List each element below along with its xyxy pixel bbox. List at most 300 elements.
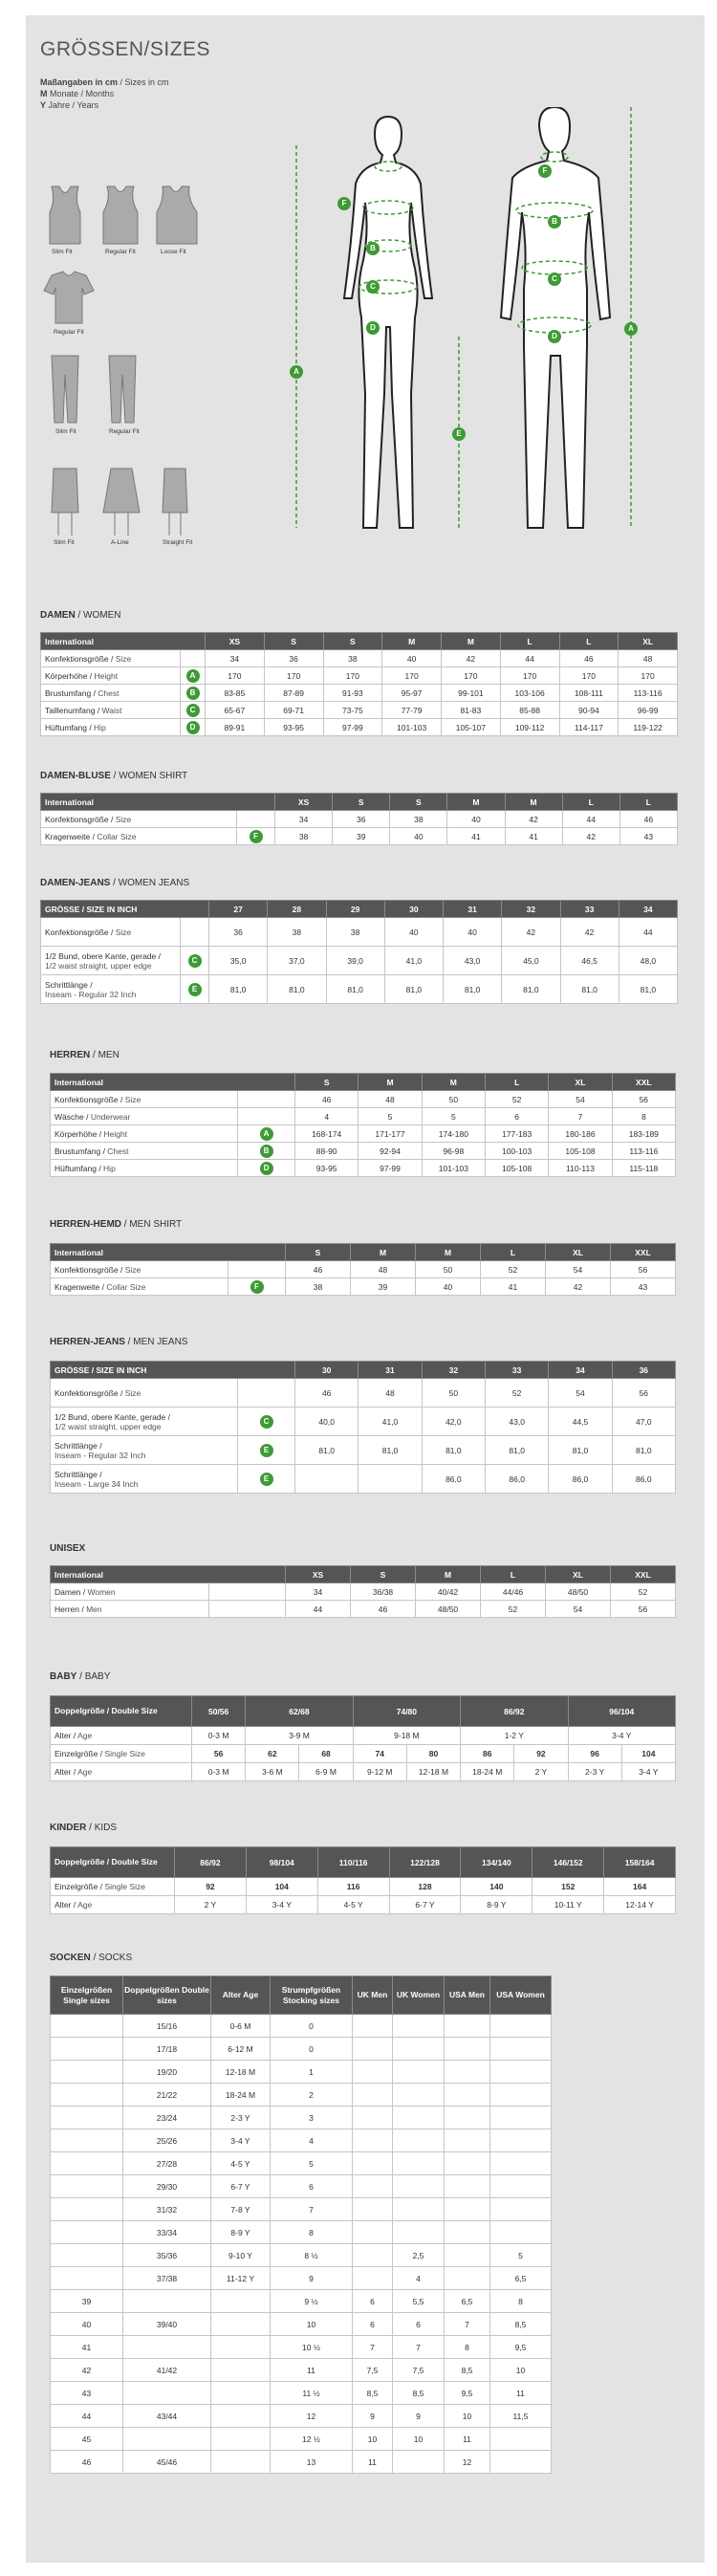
table-cell: 8	[445, 2336, 490, 2359]
table-cell: 38	[323, 650, 382, 667]
table-cell	[123, 2428, 211, 2451]
table-cell: 11	[445, 2428, 490, 2451]
table-cell: 81,0	[326, 975, 384, 1004]
badge-cell	[181, 947, 209, 975]
measure-badge: F	[250, 830, 263, 843]
table-cell: 83-85	[206, 685, 265, 702]
row-label: Schrittlänge / Inseam - Regular 32 Inch	[51, 1436, 238, 1465]
row-label: Konfektionsgröße / Size	[41, 650, 181, 667]
table-herren-hemd: International S M M L XL XXL Konfektionsgröße / Size 46 48 50 52 54 56 Kragenweite / Collar Size F 38 39 40 41 42 43	[50, 1243, 676, 1296]
table-cell: 97-99	[358, 1160, 422, 1177]
row-label: Hüftumfang / Hip	[51, 1160, 238, 1177]
table-cell: 11,5	[490, 2405, 552, 2428]
section-title-herren: HERREN / MEN	[50, 1050, 120, 1060]
table-cell: 81,0	[268, 975, 326, 1004]
table-cell: 37/38	[123, 2267, 211, 2290]
table-cell: 44,5	[549, 1408, 612, 1436]
table-cell	[490, 2451, 552, 2474]
table-cell	[51, 2221, 123, 2244]
table-cell: 180-186	[549, 1125, 612, 1143]
table-cell: 38	[286, 1278, 351, 1296]
table-cell	[211, 2359, 271, 2382]
table-cell	[51, 2152, 123, 2175]
table-cell: 52	[486, 1379, 549, 1408]
badge-d-man: D	[548, 330, 561, 343]
table-cell	[123, 2290, 211, 2313]
table-cell: 56	[611, 1601, 676, 1618]
table-cell: 4-5 Y	[211, 2152, 271, 2175]
table-cell: 8 ½	[271, 2244, 353, 2267]
table-cell	[490, 2061, 552, 2084]
table-cell	[211, 2382, 271, 2405]
badge-cell	[181, 918, 209, 947]
table-cell	[51, 2129, 123, 2152]
table-cell: 45/46	[123, 2451, 211, 2474]
table-cell	[353, 2129, 393, 2152]
table-cell: 35/36	[123, 2244, 211, 2267]
table-cell: 56	[612, 1379, 675, 1408]
section-title-damen-jeans: DAMEN-JEANS / WOMEN JEANS	[40, 878, 190, 888]
table-cell: 38	[275, 828, 333, 845]
table-cell: 11-12 Y	[211, 2267, 271, 2290]
table-cell: 39/40	[123, 2313, 211, 2336]
section-title-herren-hemd: HERREN-HEMD / MEN SHIRT	[50, 1219, 183, 1230]
table-cell	[445, 2038, 490, 2061]
table-row	[51, 1160, 676, 1177]
table-cell: 171-177	[358, 1125, 422, 1143]
table-cell: 0	[271, 2038, 353, 2061]
table-cell: 42	[562, 828, 619, 845]
section-title-kinder: KINDER / KIDS	[50, 1823, 118, 1833]
table-cell: 81,0	[295, 1436, 358, 1465]
table-cell: 42	[502, 918, 560, 947]
table-cell: 8,5	[393, 2382, 445, 2405]
table-cell: 42	[505, 811, 562, 828]
table-cell: 77-79	[382, 702, 442, 719]
table-row	[51, 1278, 676, 1296]
table-cell	[490, 2198, 552, 2221]
table-cell: 7	[393, 2336, 445, 2359]
table-cell: 93-95	[295, 1160, 358, 1177]
table-cell: 81,0	[422, 1436, 485, 1465]
table-row	[51, 1408, 676, 1436]
table-cell: 8,5	[353, 2382, 393, 2405]
table-cell: 9-10 Y	[211, 2244, 271, 2267]
table-cell	[490, 2428, 552, 2451]
table-cell: 65-67	[206, 702, 265, 719]
table-cell: 168-174	[295, 1125, 358, 1143]
table-cell	[445, 2107, 490, 2129]
table-damen: International XS S S M M L L XL Konfektionsgröße / Size 34 36 38 40 42 44 46 48 Körperhöhe / Height A 170 170 170 170 170 170 170 170 Brustumfang / Chest B 83-85 87-89 91-93 95-97 99-101 103-106 108-111 113-116 Taillenumfang / Waist C 65-67 69-71 73-75 77-79 81-83 85-88 90-94 96-99 Hüftumfang / Hip D 89-91 93-95 97-99 101-103 105-107 109-112 114-117 119-122	[40, 632, 678, 736]
table-row	[51, 1601, 676, 1618]
table-cell: 113-116	[612, 1143, 675, 1160]
section-title-damen: DAMEN / WOMEN	[40, 610, 121, 621]
table-row	[41, 685, 678, 702]
table-cell: 12-18 M	[211, 2061, 271, 2084]
measure-badge: B	[186, 687, 200, 700]
table-cell	[490, 2152, 552, 2175]
table-cell	[393, 2107, 445, 2129]
table-cell	[445, 2244, 490, 2267]
row-label: Brustumfang / Chest	[51, 1143, 238, 1160]
table-cell	[353, 2152, 393, 2175]
table-row	[51, 2015, 552, 2038]
badge-cell	[238, 1108, 295, 1125]
table-cell: 91-93	[323, 685, 382, 702]
measure-badge: D	[260, 1162, 273, 1175]
measure-badge: E	[260, 1444, 273, 1457]
table-cell	[393, 2451, 445, 2474]
table-cell: 48	[351, 1261, 416, 1278]
table-row	[41, 811, 678, 828]
garment-fit-labels: Slim Fit Regular Fit Loose Fit Regular Fit Slim Fit Regular Fit Slim Fit A-Line Straight Fit	[52, 249, 193, 546]
measure-badge: D	[186, 721, 200, 734]
table-cell: 6	[486, 1108, 549, 1125]
measure-badge: C	[188, 954, 202, 968]
table-cell: 43/44	[123, 2405, 211, 2428]
table-cell: 34	[275, 811, 333, 828]
table-row	[41, 650, 678, 667]
table-row	[51, 2290, 552, 2313]
table-cell: 90-94	[559, 702, 619, 719]
table-cell: 81,0	[384, 975, 443, 1004]
table-cell: 170	[264, 667, 323, 685]
table-row	[51, 2061, 552, 2084]
table-cell: 9,5	[445, 2382, 490, 2405]
table-cell	[353, 2267, 393, 2290]
table-cell: 170	[500, 667, 559, 685]
table-cell: 170	[206, 667, 265, 685]
row-label: Schrittlänge / Inseam - Regular 32 Inch	[41, 975, 181, 1004]
table-cell: 44	[286, 1601, 351, 1618]
badge-cell	[238, 1465, 295, 1494]
table-cell: 41	[51, 2336, 123, 2359]
row-label: Wäsche / Underwear	[51, 1108, 238, 1125]
table-cell	[51, 2175, 123, 2198]
table-cell: 3-4 Y	[211, 2129, 271, 2152]
table-cell: 41	[447, 828, 505, 845]
table-cell: 39	[51, 2290, 123, 2313]
table-cell: 34	[206, 650, 265, 667]
badge-cell	[238, 1379, 295, 1408]
table-row	[41, 667, 678, 685]
page-title: GRÖSSEN/SIZES	[40, 38, 211, 60]
table-cell: 170	[382, 667, 442, 685]
row-label: Damen / Women	[51, 1583, 209, 1601]
table-cell	[353, 2244, 393, 2267]
table-cell: 96-98	[422, 1143, 485, 1160]
section-title-baby: BABY / BABY	[50, 1671, 111, 1682]
table-cell: 36	[209, 918, 268, 947]
row-label: Hüftumfang / Hip	[41, 719, 181, 736]
table-cell	[123, 2336, 211, 2359]
table-cell	[445, 2175, 490, 2198]
table-cell: 1	[271, 2061, 353, 2084]
table-cell	[353, 2015, 393, 2038]
table-cell: 2	[271, 2084, 353, 2107]
table-cell: 9	[353, 2405, 393, 2428]
table-baby: Doppelgröße / Double Size 50/56 62/68 74/80 86/92 96/104 Alter / Age 0-3 M 3-9 M 9-18 M 1-2 Y 3-4 Y Einzelgröße / Single Size 56 62 68 74 80 86 92 96 104 Alter / Age 0-3 M 3-6 M 6-9 M 9-12 M 12-18 M 18-24 M 2 Y 2-3 Y 3-4 Y	[50, 1695, 676, 1781]
table-cell: 54	[546, 1261, 611, 1278]
table-cell: 9 ½	[271, 2290, 353, 2313]
table-socken: Einzelgrößen Single sizes Doppelgrößen Double sizes Alter Age Strumpfgrößen Stocking sizes UK Men UK Women USA Men USA Women 15/16 0-6 M 0 17/18 6-12 M 0 19/20 12-18 M 1 21/22 18-24 M 2 23/24 2-3 Y 3 25/26 3-4 Y 4 27/28 4-5 Y 5 29/30 6-7 Y 6 31/32 7-8 Y 7 33/34 8-9 Y 8 35/36 9-10 Y 8 ½ 2,5 5 37/38 11-12 Y 9 4 6,5 39 9 ½ 6 5,5 6,5 8 40 39/40 10 6 6 7 8,5 41 10 ½ 7 7 8 9,5 42 41/42 11 7,5 7,5 8,5 10 43 11 ½ 8,5 8,5 9,5 11 44 43/44 12 9 9 10 11,5 45 12 ½ 10 10 11 46 45/46 13 11 12	[50, 1976, 552, 2474]
table-cell: 81,0	[612, 1436, 675, 1465]
table-cell: 46	[559, 650, 619, 667]
table-cell: 27/28	[123, 2152, 211, 2175]
table-cell: 44	[562, 811, 619, 828]
table-cell	[295, 1465, 358, 1494]
table-row: Einzelgröße / Single Size 56 62 68 74 80 86 92 96 104	[51, 1745, 676, 1763]
table-cell: 56	[612, 1091, 675, 1108]
badge-cell	[237, 828, 275, 845]
table-cell: 40	[416, 1278, 481, 1296]
table-cell: 69-71	[264, 702, 323, 719]
table-cell: 86,0	[612, 1465, 675, 1494]
badge-cell	[238, 1160, 295, 1177]
table-row	[51, 1125, 676, 1143]
table-row: Alter / Age 0-3 M 3-6 M 6-9 M 9-12 M 12-18 M 18-24 M 2 Y 2-3 Y 3-4 Y	[51, 1763, 676, 1781]
table-cell: 10	[353, 2428, 393, 2451]
table-cell	[211, 2451, 271, 2474]
table-cell: 46,5	[560, 947, 619, 975]
table-cell: 88-90	[295, 1143, 358, 1160]
table-cell: 81,0	[358, 1436, 422, 1465]
measure-badge: A	[260, 1127, 273, 1141]
table-cell: 54	[549, 1091, 612, 1108]
table-cell: 44	[51, 2405, 123, 2428]
badge-b-man: B	[548, 215, 561, 229]
table-cell: 54	[549, 1379, 612, 1408]
table-cell: 18-24 M	[211, 2084, 271, 2107]
table-cell: 170	[442, 667, 501, 685]
table-cell: 15/16	[123, 2015, 211, 2038]
table-cell: 11	[353, 2451, 393, 2474]
table-cell: 7,5	[393, 2359, 445, 2382]
badge-cell	[181, 650, 206, 667]
table-cell: 8	[612, 1108, 675, 1125]
table-cell: 45,0	[502, 947, 560, 975]
table-cell: 39	[333, 828, 390, 845]
table-cell: 10 ½	[271, 2336, 353, 2359]
table-cell: 0-6 M	[211, 2015, 271, 2038]
table-cell	[393, 2015, 445, 2038]
table-cell	[353, 2061, 393, 2084]
badge-cell	[181, 702, 206, 719]
table-cell: 38	[268, 918, 326, 947]
table-cell: 52	[611, 1583, 676, 1601]
table-cell: 48,0	[619, 947, 677, 975]
table-cell	[393, 2038, 445, 2061]
table-cell: 92-94	[358, 1143, 422, 1160]
table-cell: 50	[422, 1091, 485, 1108]
table-row	[51, 1436, 676, 1465]
table-cell: 13	[271, 2451, 353, 2474]
table-row	[51, 1143, 676, 1160]
table-cell: 97-99	[323, 719, 382, 736]
table-cell	[51, 2061, 123, 2084]
table-cell: 7	[445, 2313, 490, 2336]
table-cell: 5	[358, 1108, 422, 1125]
table-cell: 105-108	[549, 1143, 612, 1160]
table-cell	[445, 2152, 490, 2175]
table-cell	[393, 2198, 445, 2221]
table-cell: 170	[323, 667, 382, 685]
table-cell: 21/22	[123, 2084, 211, 2107]
table-cell: 81,0	[444, 975, 502, 1004]
table-cell: 5	[490, 2244, 552, 2267]
table-cell	[51, 2267, 123, 2290]
table-cell: 105-107	[442, 719, 501, 736]
table-cell: 48/50	[416, 1601, 481, 1618]
table-cell: 115-118	[612, 1160, 675, 1177]
section-title-socken: SOCKEN / SOCKS	[50, 1953, 133, 1963]
table-cell: 101-103	[422, 1160, 485, 1177]
table-cell: 46	[51, 2451, 123, 2474]
table-cell: 6,5	[490, 2267, 552, 2290]
table-cell: 0	[271, 2015, 353, 2038]
badge-c-man: C	[548, 273, 561, 286]
badge-f-woman: F	[337, 197, 351, 210]
badge-cell	[181, 667, 206, 685]
table-cell: 89-91	[206, 719, 265, 736]
badge-cell	[228, 1261, 286, 1278]
table-cell: 113-116	[619, 685, 678, 702]
table-cell: 81,0	[549, 1436, 612, 1465]
badge-c-woman: C	[366, 280, 380, 294]
table-cell: 93-95	[264, 719, 323, 736]
measurement-badges	[268, 107, 650, 547]
row-label: Konfektionsgröße / Size	[51, 1379, 238, 1408]
table-cell: 46	[351, 1601, 416, 1618]
row-label: Konfektionsgröße / Size	[51, 1261, 228, 1278]
table-row: Alter / Age 0-3 M 3-9 M 9-18 M 1-2 Y 3-4 Y	[51, 1727, 676, 1745]
table-cell: 40,0	[295, 1408, 358, 1436]
table-row	[51, 1261, 676, 1278]
badge-f-man: F	[538, 164, 552, 178]
table-cell: 12	[271, 2405, 353, 2428]
table-row	[51, 2198, 552, 2221]
table-cell: 4	[393, 2267, 445, 2290]
badge-cell	[181, 975, 209, 1004]
table-row	[51, 2428, 552, 2451]
table-cell	[490, 2221, 552, 2244]
badge-cell	[209, 1601, 286, 1618]
table-cell: 81,0	[209, 975, 268, 1004]
table-cell: 38	[326, 918, 384, 947]
table-cell: 170	[619, 667, 678, 685]
table-cell: 8,5	[445, 2359, 490, 2382]
table-cell: 40	[382, 650, 442, 667]
table-cell	[445, 2198, 490, 2221]
table-cell: 52	[481, 1261, 546, 1278]
table-row	[51, 2175, 552, 2198]
table-cell: 7,5	[353, 2359, 393, 2382]
table-cell: 36/38	[351, 1583, 416, 1601]
table-cell	[51, 2015, 123, 2038]
table-cell: 48	[358, 1379, 422, 1408]
table-cell: 10	[490, 2359, 552, 2382]
table-cell	[353, 2084, 393, 2107]
table-cell	[393, 2084, 445, 2107]
table-cell: 46	[619, 811, 677, 828]
table-cell: 99-101	[442, 685, 501, 702]
table-cell: 110-113	[549, 1160, 612, 1177]
table-cell: 48	[358, 1091, 422, 1108]
table-cell: 36	[333, 811, 390, 828]
table-row	[41, 828, 678, 845]
table-row	[41, 719, 678, 736]
table-cell: 43,0	[486, 1408, 549, 1436]
table-cell	[445, 2221, 490, 2244]
row-label: Körperhöhe / Height	[51, 1125, 238, 1143]
table-cell: 101-103	[382, 719, 442, 736]
table-cell: 40	[390, 828, 447, 845]
table-cell: 6	[353, 2290, 393, 2313]
table-cell	[393, 2175, 445, 2198]
table-cell: 6-7 Y	[211, 2175, 271, 2198]
table-herren-jeans: GRÖSSE / SIZE IN INCH 30 31 32 33 34 36 Konfektionsgröße / Size 46 48 50 52 54 56 1/2 Bund, obere Kante, gerade / 1/2 waist straight, upper edge C 40,0 41,0 42,0 43,0 44,5 47,0 Schrittlänge / Inseam - Regular 32 Inch E 81,0 81,0 81,0 81,0 81,0 81,0 Schrittlänge / Inseam - Large 34 Inch E 86,0 86,0 86,0 86,0	[50, 1361, 676, 1494]
table-cell: 10	[393, 2428, 445, 2451]
table-cell: 41	[505, 828, 562, 845]
table-kinder: Doppelgröße / Double Size 86/92 98/104 110/116 122/128 134/140 146/152 158/164 Einzelgröße / Single Size 92 104 116 128 140 152 164 Alter / Age 2 Y 3-4 Y 4-5 Y 6-7 Y 8-9 Y 10-11 Y 12-14 Y	[50, 1846, 676, 1914]
table-cell: 11 ½	[271, 2382, 353, 2405]
table-cell: 41,0	[358, 1408, 422, 1436]
table-row	[51, 2244, 552, 2267]
table-cell: 46	[295, 1091, 358, 1108]
table-cell: 81,0	[619, 975, 677, 1004]
table-row	[51, 2038, 552, 2061]
measure-badge: C	[260, 1415, 273, 1429]
table-cell: 9,5	[490, 2336, 552, 2359]
table-cell: 81,0	[486, 1436, 549, 1465]
table-cell: 109-112	[500, 719, 559, 736]
table-cell: 183-189	[612, 1125, 675, 1143]
table-cell	[393, 2221, 445, 2244]
table-cell: 25/26	[123, 2129, 211, 2152]
table-row: Einzelgröße / Single Size 92 104 116 128 140 152 164	[51, 1878, 676, 1896]
table-cell: 43	[619, 828, 677, 845]
row-label: Taillenumfang / Waist	[41, 702, 181, 719]
table-cell: 42	[546, 1278, 611, 1296]
table-cell: 29/30	[123, 2175, 211, 2198]
row-label: 1/2 Bund, obere Kante, gerade / 1/2 waist straight, upper edge	[51, 1408, 238, 1436]
table-cell: 43,0	[444, 947, 502, 975]
table-cell: 52	[481, 1601, 546, 1618]
table-row	[51, 2405, 552, 2428]
table-cell: 31/32	[123, 2198, 211, 2221]
section-title-unisex: UNISEX	[50, 1543, 86, 1554]
badge-cell	[181, 685, 206, 702]
table-cell: 11	[271, 2359, 353, 2382]
table-cell: 6	[353, 2313, 393, 2336]
table-cell: 43	[611, 1278, 676, 1296]
table-cell: 81,0	[502, 975, 560, 1004]
table-cell: 6	[393, 2313, 445, 2336]
table-row	[41, 975, 678, 1004]
table-cell	[51, 2038, 123, 2061]
table-cell: 105-108	[486, 1160, 549, 1177]
row-label: Konfektionsgröße / Size	[51, 1091, 238, 1108]
table-cell: 11	[490, 2382, 552, 2405]
table-cell: 5	[422, 1108, 485, 1125]
table-row: Alter / Age 2 Y 3-4 Y 4-5 Y 6-7 Y 8-9 Y 10-11 Y 12-14 Y	[51, 1896, 676, 1914]
table-row	[51, 1583, 676, 1601]
table-cell	[490, 2084, 552, 2107]
table-cell: 9	[271, 2267, 353, 2290]
table-cell	[445, 2267, 490, 2290]
table-cell	[123, 2382, 211, 2405]
table-cell: 96-99	[619, 702, 678, 719]
